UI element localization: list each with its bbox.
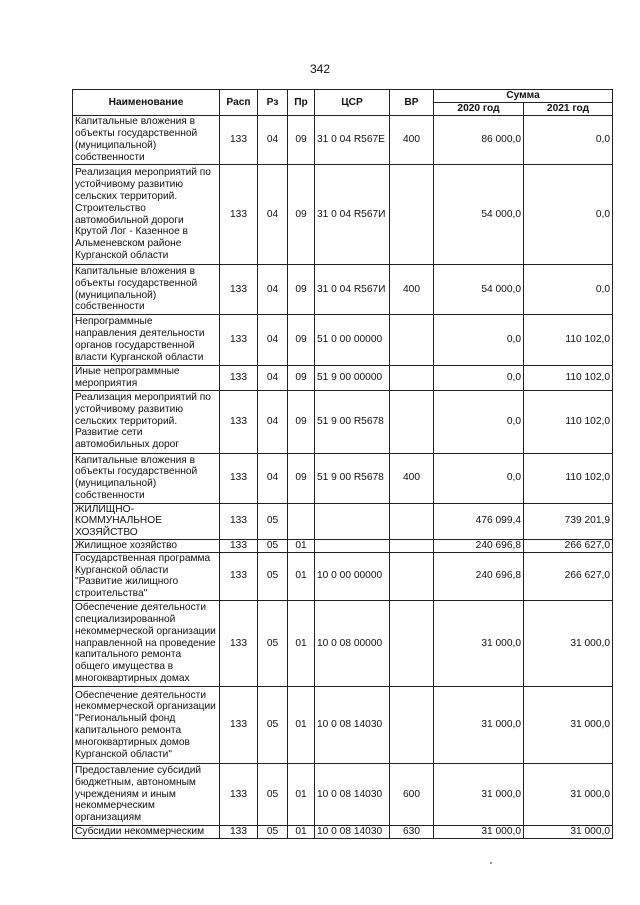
- cell-vr: [390, 390, 434, 453]
- cell-sum-2021: 739 201,9: [524, 503, 613, 539]
- cell-name: Жилищное хозяйство: [73, 539, 220, 552]
- cell-rasp: 133: [220, 453, 258, 503]
- cell-name: Предоставление субсидий бюджетным, автономным учреждениям и иным некоммерческим организациям: [73, 763, 220, 825]
- header-2021: 2021 год: [524, 103, 613, 116]
- cell-rz: 05: [258, 503, 288, 539]
- cell-csr: 51 0 00 00000: [315, 315, 390, 366]
- cell-sum-2020: 0,0: [434, 366, 524, 391]
- cell-pr: 01: [288, 539, 315, 552]
- cell-sum-2020: 31 000,0: [434, 686, 524, 763]
- cell-csr: 51 9 00 R5678: [315, 390, 390, 453]
- cell-rz: 04: [258, 165, 288, 265]
- page-number: 342: [309, 62, 331, 76]
- cell-sum-2021: 0,0: [524, 265, 613, 315]
- cell-rasp: 133: [220, 265, 258, 315]
- header-rz: Рз: [258, 90, 288, 116]
- cell-pr: 01: [288, 825, 315, 838]
- cell-rz: 04: [258, 116, 288, 165]
- cell-pr: 01: [288, 763, 315, 825]
- cell-name: Иные непрограммные мероприятия: [73, 366, 220, 391]
- cell-vr: [390, 539, 434, 552]
- cell-sum-2021: 266 627,0: [524, 552, 613, 600]
- cell-sum-2021: 31 000,0: [524, 825, 613, 838]
- table-row: [73, 552, 613, 600]
- header-sum: Сумма: [434, 90, 613, 103]
- cell-rasp: 133: [220, 686, 258, 763]
- cell-pr: 09: [288, 265, 315, 315]
- cell-name: Обеспечение деятельности специализированной некоммерческой организации направленной на проведение капитального ремонта общего имущества в многоквартирных домах: [73, 600, 220, 686]
- cell-rasp: 133: [220, 503, 258, 539]
- table-row: [73, 686, 613, 763]
- cell-sum-2021: 31 000,0: [524, 600, 613, 686]
- cell-vr: 400: [390, 265, 434, 315]
- cell-name: Капитальные вложения в объекты государственной (муниципальной) собственности: [73, 453, 220, 503]
- cell-name: Реализация мероприятий по устойчивому развитию сельских территорий. Развитие сети автомобильных дорог: [73, 390, 220, 453]
- table-row: [73, 453, 613, 503]
- cell-csr: [315, 539, 390, 552]
- cell-sum-2021: 110 102,0: [524, 390, 613, 453]
- table-row: [73, 503, 613, 539]
- cell-name: Реализация мероприятий по устойчивому развитию сельских территорий. Строительство автомобильной дороги Крутой Лог - Казенное в Альменевском районе Курганской области: [73, 165, 220, 265]
- cell-pr: 09: [288, 390, 315, 453]
- cell-sum-2020: 31 000,0: [434, 600, 524, 686]
- cell-rasp: 133: [220, 390, 258, 453]
- header-vr: ВР: [390, 90, 434, 116]
- cell-sum-2020: 0,0: [434, 315, 524, 366]
- cell-sum-2021: 0,0: [524, 165, 613, 265]
- cell-sum-2021: 110 102,0: [524, 366, 613, 391]
- cell-vr: 630: [390, 825, 434, 838]
- cell-sum-2021: 0,0: [524, 116, 613, 165]
- cell-rasp: 133: [220, 165, 258, 265]
- cell-sum-2020: 0,0: [434, 390, 524, 453]
- cell-name: Капитальные вложения в объекты государственной (муниципальной) собственности: [73, 116, 220, 165]
- cell-rasp: 133: [220, 116, 258, 165]
- cell-name: Непрограммные направления деятельности органов государственной власти Курганской области: [73, 315, 220, 366]
- cell-rasp: 133: [220, 763, 258, 825]
- cell-rasp: 133: [220, 315, 258, 366]
- cell-name: Государственная программа Курганской области "Развитие жилищного строительства": [73, 552, 220, 600]
- cell-pr: 01: [288, 552, 315, 600]
- cell-csr: 10 0 08 14030: [315, 763, 390, 825]
- cell-rasp: 133: [220, 366, 258, 391]
- cell-csr: 10 0 00 00000: [315, 552, 390, 600]
- cell-sum-2021: 266 627,0: [524, 539, 613, 552]
- table-row: [73, 825, 613, 838]
- cell-sum-2020: 31 000,0: [434, 763, 524, 825]
- cell-name: Обеспечение деятельности некоммерческой организации "Региональный фонд капитального ремонта многоквартирных домов Курганской области": [73, 686, 220, 763]
- table-row: [73, 366, 613, 391]
- cell-rasp: 133: [220, 600, 258, 686]
- header-csr: ЦСР: [315, 90, 390, 116]
- cell-vr: [390, 315, 434, 366]
- header-pr: Пр: [288, 90, 315, 116]
- cell-rz: 05: [258, 552, 288, 600]
- cell-pr: 09: [288, 315, 315, 366]
- cell-name: Капитальные вложения в объекты государственной (муниципальной) собственности: [73, 265, 220, 315]
- cell-pr: 09: [288, 116, 315, 165]
- cell-vr: [390, 552, 434, 600]
- cell-pr: [288, 503, 315, 539]
- cell-rz: 04: [258, 265, 288, 315]
- cell-vr: 400: [390, 453, 434, 503]
- header-row: [73, 90, 613, 103]
- cell-sum-2020: 240 696,8: [434, 552, 524, 600]
- cell-csr: [315, 503, 390, 539]
- table-row: [73, 390, 613, 453]
- cell-rz: 04: [258, 366, 288, 391]
- cell-sum-2020: 31 000,0: [434, 825, 524, 838]
- cell-csr: 10 0 08 14030: [315, 686, 390, 763]
- cell-csr: 10 0 08 00000: [315, 600, 390, 686]
- cell-csr: 51 9 00 00000: [315, 366, 390, 391]
- cell-vr: 400: [390, 116, 434, 165]
- cell-rz: 04: [258, 390, 288, 453]
- cell-rz: 05: [258, 539, 288, 552]
- header-rasp: Расп: [220, 90, 258, 116]
- table-row: [73, 265, 613, 315]
- header-2020: 2020 год: [434, 103, 524, 116]
- cell-sum-2021: 31 000,0: [524, 763, 613, 825]
- cell-sum-2021: 110 102,0: [524, 453, 613, 503]
- cell-pr: 01: [288, 686, 315, 763]
- header-name: Наименование: [73, 90, 220, 116]
- cell-csr: 31 0 04 R567И: [315, 165, 390, 265]
- cell-csr: 31 0 04 R567E: [315, 116, 390, 165]
- table-body: [73, 116, 613, 839]
- cell-sum-2020: 54 000,0: [434, 265, 524, 315]
- table-row: [73, 600, 613, 686]
- budget-table: [72, 89, 613, 839]
- cell-rz: 05: [258, 763, 288, 825]
- cell-vr: [390, 686, 434, 763]
- cell-pr: 09: [288, 366, 315, 391]
- cell-vr: 600: [390, 763, 434, 825]
- cell-csr: 51 9 00 R5678: [315, 453, 390, 503]
- cell-rasp: 133: [220, 552, 258, 600]
- cell-rasp: 133: [220, 539, 258, 552]
- cell-vr: [390, 503, 434, 539]
- cell-pr: 09: [288, 453, 315, 503]
- cell-sum-2020: 54 000,0: [434, 165, 524, 265]
- table-row: [73, 315, 613, 366]
- cell-pr: 09: [288, 165, 315, 265]
- cell-rasp: 133: [220, 825, 258, 838]
- cell-sum-2020: 86 000,0: [434, 116, 524, 165]
- cell-sum-2020: 476 099,4: [434, 503, 524, 539]
- cell-csr: 10 0 08 14030: [315, 825, 390, 838]
- cell-sum-2021: 31 000,0: [524, 686, 613, 763]
- table-row: [73, 539, 613, 552]
- cell-vr: [390, 600, 434, 686]
- cell-sum-2021: 110 102,0: [524, 315, 613, 366]
- cell-name: Субсидии некоммерческим: [73, 825, 220, 838]
- table-row: [73, 116, 613, 165]
- scan-speck: [490, 862, 492, 864]
- cell-rz: 05: [258, 686, 288, 763]
- cell-sum-2020: 240 696,8: [434, 539, 524, 552]
- cell-csr: 31 0 04 R567И: [315, 265, 390, 315]
- table-row: [73, 165, 613, 265]
- cell-sum-2020: 0,0: [434, 453, 524, 503]
- cell-rz: 04: [258, 453, 288, 503]
- cell-vr: [390, 366, 434, 391]
- cell-rz: 04: [258, 315, 288, 366]
- cell-vr: [390, 165, 434, 265]
- table-row: [73, 763, 613, 825]
- cell-rz: 05: [258, 600, 288, 686]
- cell-name: ЖИЛИЩНО-КОММУНАЛЬНОЕ ХОЗЯЙСТВО: [73, 503, 220, 539]
- cell-rz: 05: [258, 825, 288, 838]
- cell-pr: 01: [288, 600, 315, 686]
